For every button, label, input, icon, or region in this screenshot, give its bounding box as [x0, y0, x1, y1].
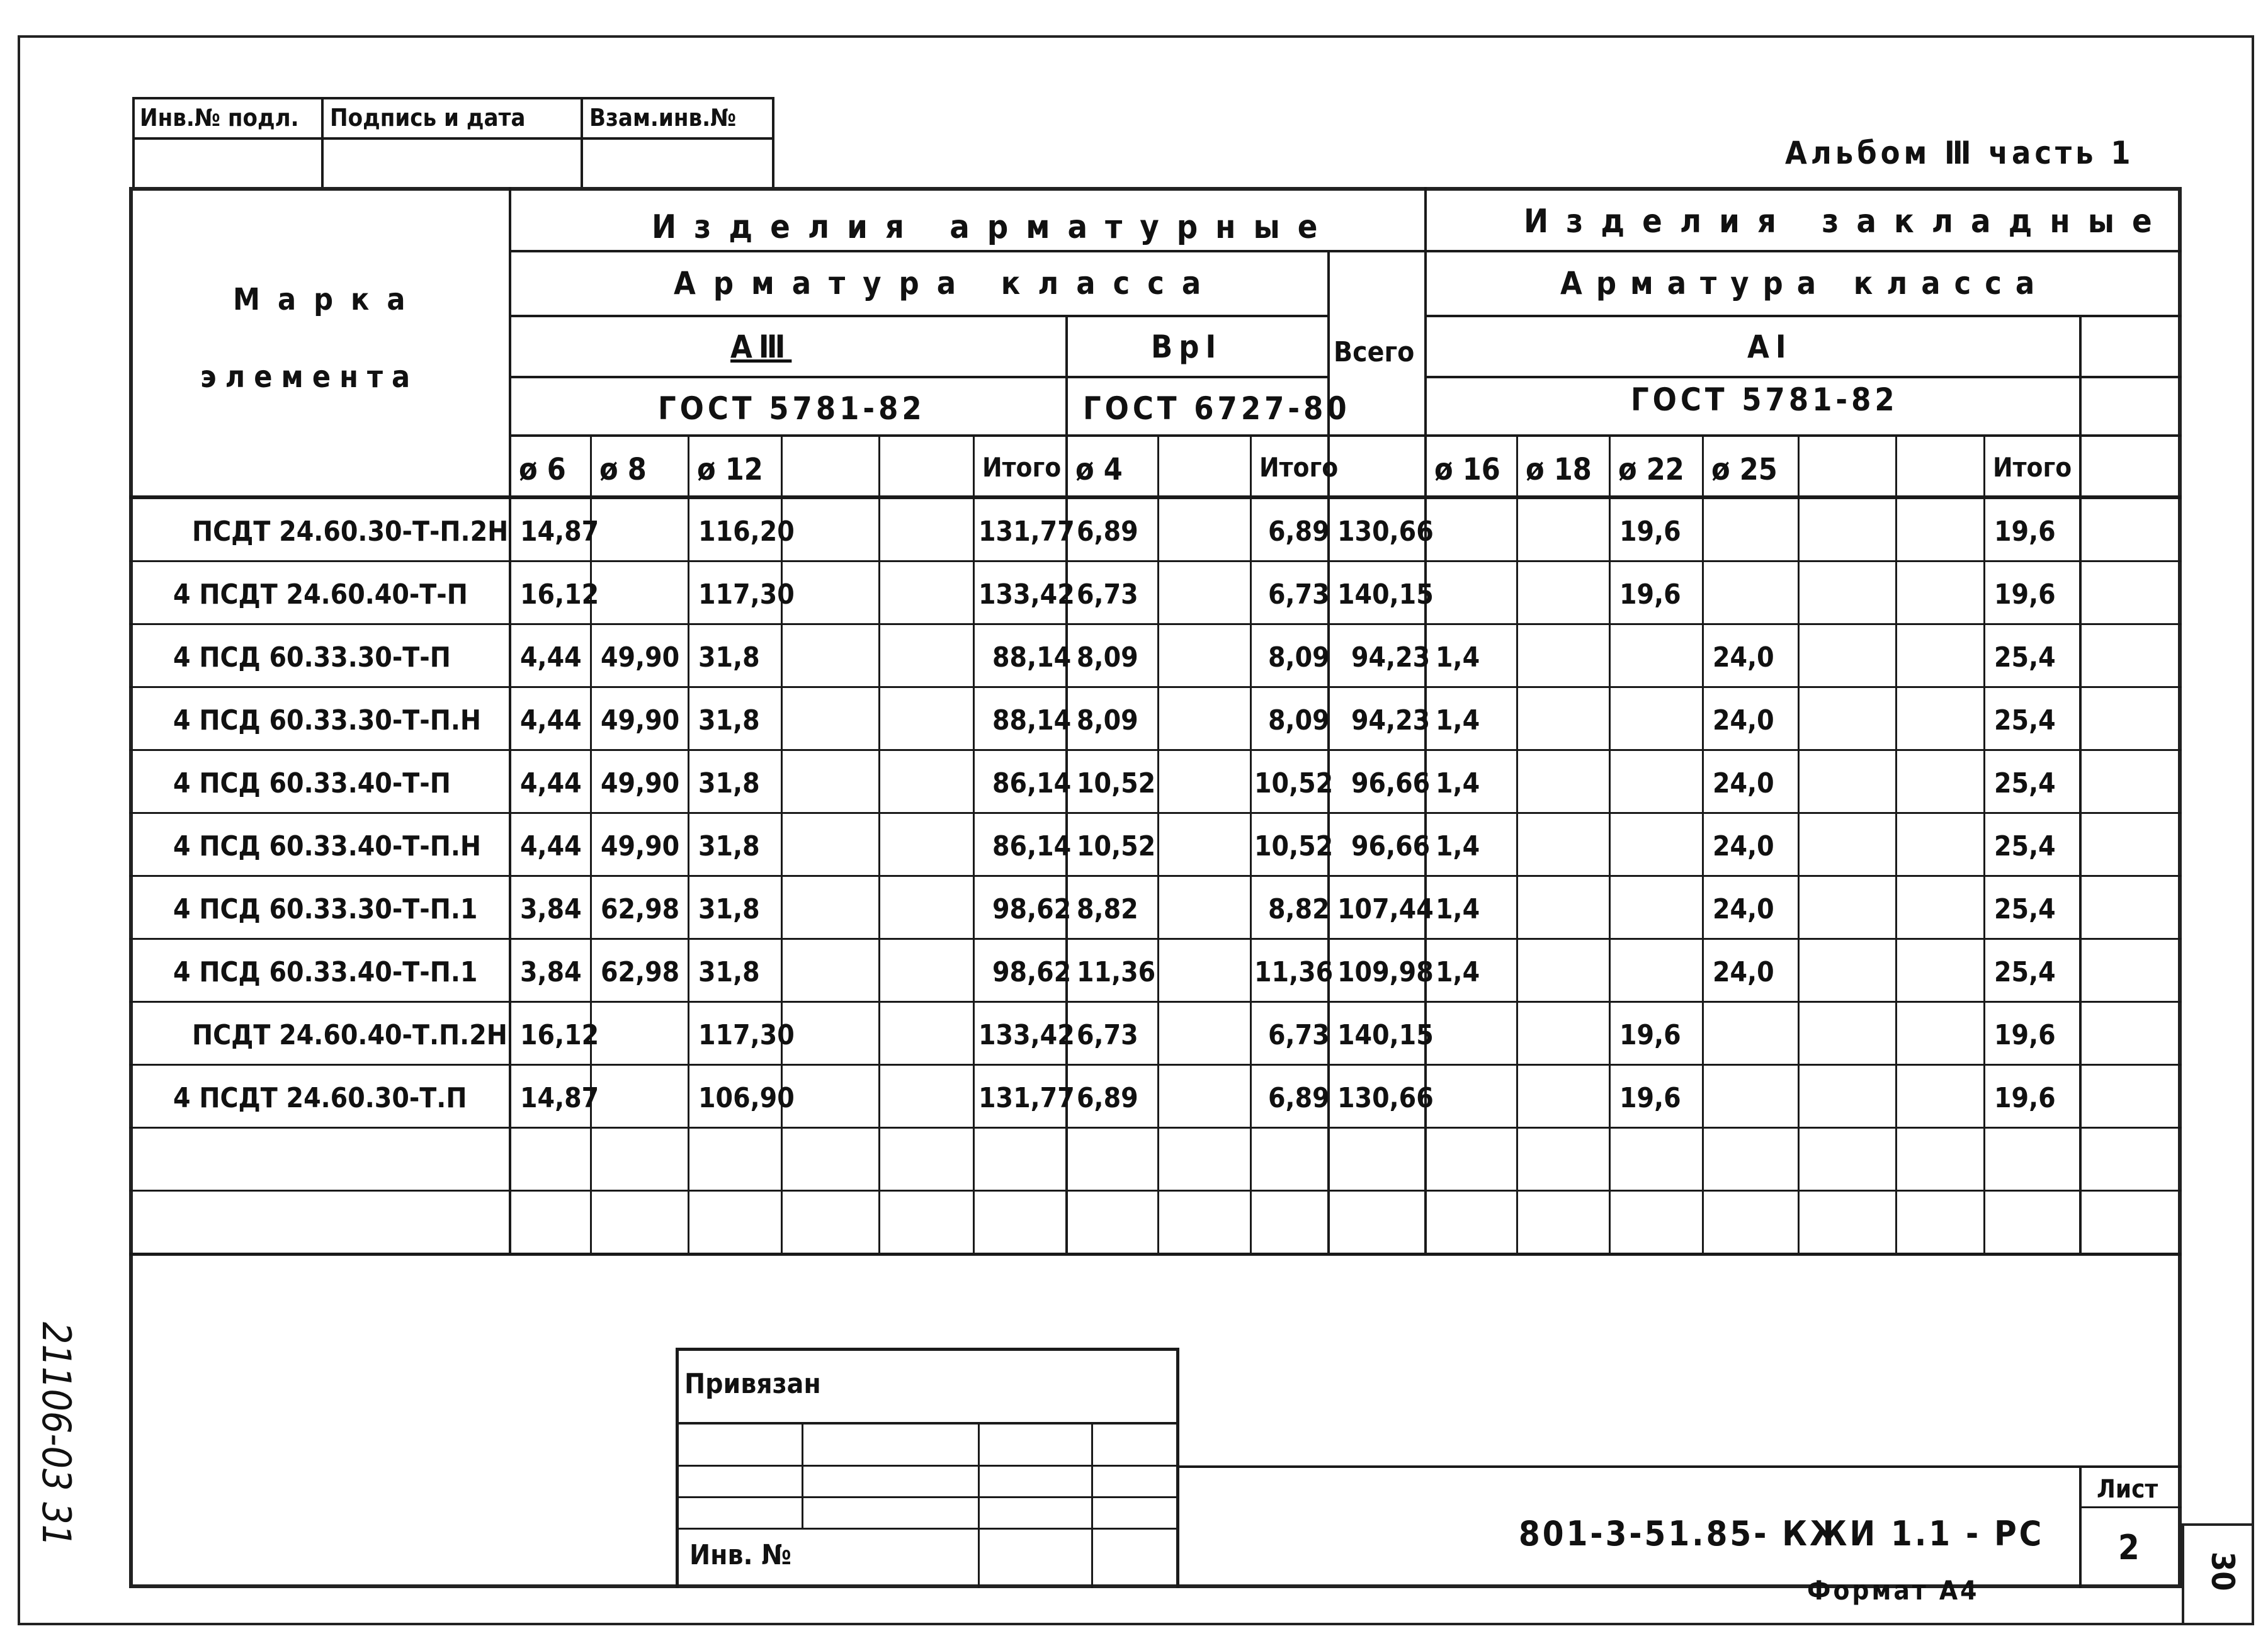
table-cell: 98,62 — [992, 956, 1072, 988]
table-cell: 8,82 — [1268, 893, 1330, 925]
table-cell: 6,89 — [1077, 516, 1138, 548]
column-header: ø 18 — [1526, 452, 1592, 487]
column-header: ø 12 — [697, 452, 763, 487]
table-cell: 19,6 — [1619, 1019, 1681, 1051]
table-cell: 31,8 — [698, 641, 760, 674]
table-cell: 49,90 — [601, 641, 680, 674]
table-cell: 133,42 — [978, 1019, 1075, 1051]
column-header: Итого — [1259, 452, 1339, 483]
table-cell: 62,98 — [601, 956, 680, 988]
table-cell: 94,23 — [1351, 641, 1431, 674]
header-marka: Марка — [233, 282, 423, 317]
privyazan-block — [676, 1348, 1179, 1588]
table-cell: 11,36 — [1254, 956, 1334, 988]
table-cell: 6,89 — [1268, 1082, 1330, 1114]
table-cell: 1,4 — [1436, 893, 1480, 925]
table-cell: 10,52 — [1254, 767, 1334, 799]
table-cell: 96,66 — [1351, 767, 1431, 799]
table-cell: 8,09 — [1077, 704, 1138, 736]
header-gost-3: ГОСТ 5781-82 — [1631, 381, 1898, 418]
table-cell: 4,44 — [520, 767, 582, 799]
row-mark: ПСДТ 24.60.30-Т-П.2Н — [192, 516, 509, 548]
table-cell: 10,52 — [1077, 830, 1156, 862]
column-header: ø 25 — [1711, 452, 1778, 487]
header-class-a1: АⅠ — [1747, 329, 1793, 365]
row-mark: 4 ПСД 60.33.40-Т-П.Н — [173, 830, 482, 862]
stamp-podpis-data: Подпись и дата — [330, 104, 526, 132]
table-cell: 25,4 — [1994, 704, 2056, 736]
table-cell: 131,77 — [978, 1082, 1075, 1114]
column-header: Итого — [1993, 452, 2072, 483]
table-cell: 6,73 — [1268, 1019, 1330, 1051]
table-cell: 88,14 — [992, 641, 1072, 674]
table-cell: 6,89 — [1268, 516, 1330, 548]
table-cell: 109,98 — [1337, 956, 1434, 988]
table-cell: 98,62 — [992, 893, 1072, 925]
table-cell: 24,0 — [1713, 767, 1774, 799]
row-mark: 4 ПСДТ 24.60.30-Т.П — [173, 1082, 467, 1114]
stamp-inv-podl: Инв.№ подл. — [140, 104, 299, 132]
table-cell: 106,90 — [698, 1082, 795, 1114]
row-mark: 4 ПСД 60.33.30-Т-П — [173, 641, 451, 674]
column-header: ø 4 — [1075, 452, 1123, 487]
table-cell: 19,6 — [1619, 578, 1681, 611]
table-cell: 1,4 — [1436, 767, 1480, 799]
table-cell: 107,44 — [1337, 893, 1434, 925]
header-armatura-klassa-2: Арматура класса — [1560, 265, 2049, 302]
row-mark: 4 ПСД 60.33.30-Т-П.Н — [173, 704, 482, 736]
row-mark: 4 ПСД 60.33.40-Т-П.1 — [173, 956, 478, 988]
table-cell: 94,23 — [1351, 704, 1431, 736]
list-number: 2 — [2118, 1528, 2140, 1567]
table-cell: 6,73 — [1077, 578, 1138, 611]
row-mark: 4 ПСД 60.33.30-Т-П.1 — [173, 893, 478, 925]
table-cell: 10,52 — [1254, 830, 1334, 862]
table-cell: 1,4 — [1436, 704, 1480, 736]
table-cell: 19,6 — [1994, 1082, 2056, 1114]
table-cell: 86,14 — [992, 767, 1072, 799]
row-mark: 4 ПСД 60.33.40-Т-П — [173, 767, 451, 799]
table-cell: 131,77 — [978, 516, 1075, 548]
table-cell: 8,09 — [1077, 641, 1138, 674]
table-cell: 117,30 — [698, 1019, 795, 1051]
title-block-top — [1177, 1465, 2182, 1468]
header-vsego: Всего — [1334, 336, 1415, 368]
page-number: 30 — [2204, 1552, 2241, 1591]
header-gost-2: ГОСТ 6727-80 — [1083, 390, 1351, 427]
stamp-vzam-inv: Взам.инв.№ — [589, 104, 737, 132]
table-cell: 133,42 — [978, 578, 1075, 611]
doc-code: 801-3-51.85- КЖИ 1.1 - РС — [1519, 1514, 2044, 1554]
table-cell: 49,90 — [601, 767, 680, 799]
table-cell: 6,73 — [1268, 578, 1330, 611]
table-cell: 14,87 — [520, 1082, 599, 1114]
table-cell: 96,66 — [1351, 830, 1431, 862]
table-cell: 116,20 — [698, 516, 795, 548]
table-cell: 19,6 — [1994, 578, 2056, 611]
table-cell: 130,66 — [1337, 516, 1434, 548]
column-header: ø 6 — [519, 452, 566, 487]
table-cell: 19,6 — [1619, 1082, 1681, 1114]
column-header: ø 22 — [1618, 452, 1684, 487]
table-cell: 49,90 — [601, 830, 680, 862]
table-cell: 31,8 — [698, 956, 760, 988]
header-armatura-klassa-1: Арматура класса — [674, 265, 1219, 302]
header-class-a3: АⅢ — [730, 329, 792, 365]
table-cell: 24,0 — [1713, 641, 1774, 674]
table-cell: 19,6 — [1994, 1019, 2056, 1051]
header-izdelia-zakladnye: Изделия закладные — [1524, 203, 2170, 240]
side-number: 21106-03 31 — [33, 1322, 79, 1547]
table-cell: 24,0 — [1713, 893, 1774, 925]
table-cell: 25,4 — [1994, 893, 2056, 925]
table-cell: 49,90 — [601, 704, 680, 736]
format-label: Формат А4 — [1807, 1575, 1980, 1606]
table-cell: 4,44 — [520, 704, 582, 736]
table-cell: 25,4 — [1994, 956, 2056, 988]
header-izdelia-armaturnye: Изделия арматурные — [652, 208, 1335, 246]
column-header: Итого — [982, 452, 1062, 483]
table-cell: 6,89 — [1077, 1082, 1138, 1114]
table-cell: 3,84 — [520, 893, 582, 925]
table-cell: 117,30 — [698, 578, 795, 611]
stamp-block — [132, 97, 774, 188]
table-cell: 16,12 — [520, 578, 599, 611]
table-cell: 31,8 — [698, 893, 760, 925]
table-cell: 24,0 — [1713, 956, 1774, 988]
table-cell: 31,8 — [698, 830, 760, 862]
table-cell: 88,14 — [992, 704, 1072, 736]
table-cell: 11,36 — [1077, 956, 1156, 988]
table-cell: 25,4 — [1994, 830, 2056, 862]
column-header: ø 16 — [1434, 452, 1500, 487]
table-cell: 130,66 — [1337, 1082, 1434, 1114]
table-cell: 4,44 — [520, 641, 582, 674]
header-elementa: элемента — [200, 359, 419, 395]
header-class-vr1: ВрⅠ — [1151, 329, 1223, 365]
table-cell: 4,44 — [520, 830, 582, 862]
table-cell: 8,09 — [1268, 641, 1330, 674]
table-cell: 10,52 — [1077, 767, 1156, 799]
list-label: Лист — [2097, 1475, 2158, 1504]
table-cell: 31,8 — [698, 704, 760, 736]
table-cell: 19,6 — [1619, 516, 1681, 548]
column-header: ø 8 — [599, 452, 647, 487]
table-cell: 1,4 — [1436, 830, 1480, 862]
row-mark: ПСДТ 24.60.40-Т.П.2Н — [192, 1019, 507, 1051]
table-cell: 140,15 — [1337, 578, 1434, 611]
table-cell: 25,4 — [1994, 641, 2056, 674]
table-cell: 24,0 — [1713, 704, 1774, 736]
table-cell: 14,87 — [520, 516, 599, 548]
row-mark: 4 ПСДТ 24.60.40-Т-П — [173, 578, 468, 611]
table-cell: 8,09 — [1268, 704, 1330, 736]
table-cell: 8,82 — [1077, 893, 1138, 925]
table-cell: 25,4 — [1994, 767, 2056, 799]
privyazan-label: Привязан — [684, 1368, 821, 1400]
table-cell: 1,4 — [1436, 641, 1480, 674]
inv-no-label: Инв. № — [689, 1539, 791, 1571]
table-cell: 19,6 — [1994, 516, 2056, 548]
table-cell: 16,12 — [520, 1019, 599, 1051]
table-cell: 6,73 — [1077, 1019, 1138, 1051]
table-cell: 31,8 — [698, 767, 760, 799]
album-label: Альбом Ⅲ часть 1 — [1785, 135, 2135, 171]
table-cell: 1,4 — [1436, 956, 1480, 988]
table-cell: 62,98 — [601, 893, 680, 925]
table-cell: 3,84 — [520, 956, 582, 988]
header-gost-1: ГОСТ 5781-82 — [658, 390, 926, 427]
table-cell: 140,15 — [1337, 1019, 1434, 1051]
table-cell: 86,14 — [992, 830, 1072, 862]
table-cell: 24,0 — [1713, 830, 1774, 862]
